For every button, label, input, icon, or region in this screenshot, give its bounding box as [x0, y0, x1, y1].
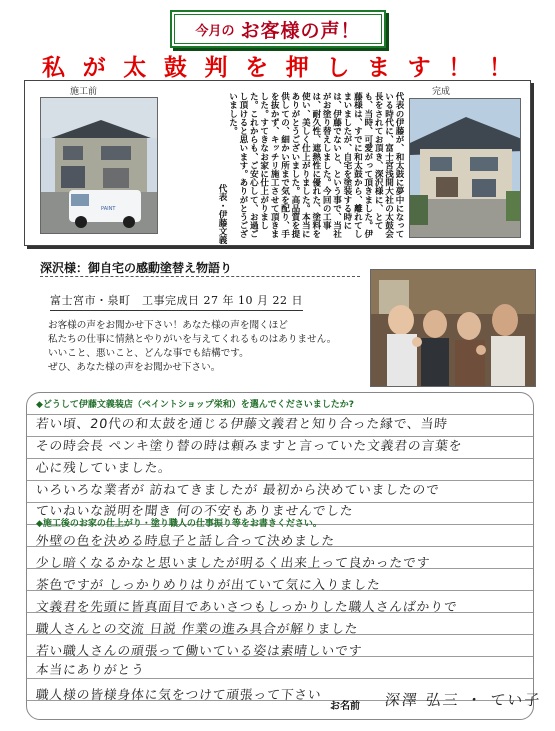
- headline-char: ！: [448, 54, 472, 81]
- headline: [42, 52, 512, 81]
- handwritten-line: 若い職人さんの頑張って働いている姿は素晴しいです: [35, 644, 363, 659]
- customer-signature: 深澤 弘三 ・ てい子: [384, 691, 543, 709]
- intro-text: [48, 319, 368, 375]
- letter-signature: 代表・伊藤文義: [217, 183, 228, 244]
- title-banner: [170, 10, 386, 48]
- after-caption: 完成: [432, 87, 451, 97]
- letter-body: [164, 92, 404, 244]
- name-label: お名前: [330, 701, 360, 712]
- handwritten-line: 外壁の色を決める時息子と話し合って決めました: [35, 534, 336, 549]
- intro-line: お客様の声をお聞かせ下さい！あなた様の声を聞くほど: [48, 320, 288, 331]
- headline-char: ま: [367, 54, 390, 81]
- handwritten-line: 本当にありがとう: [35, 663, 146, 678]
- handwritten-line: 少し暗くなるかなと思いましたが明るく出来上って良かったです: [35, 556, 431, 571]
- intro-line: いいこと、悪いこと、どんな事でも結構です。: [48, 348, 249, 359]
- headline-char: す: [407, 54, 431, 81]
- divider: [40, 276, 360, 277]
- headline-char: 判: [204, 54, 228, 81]
- banner-prefix: 今月の: [195, 23, 235, 39]
- handwritten-line: 若い頃、20代の和太鼓を通じる伊藤文義君と知り合った縁で、当時: [35, 417, 449, 432]
- headline-char: 太: [123, 54, 147, 81]
- question-why-chose: ◆どうして伊藤文義装店（ペイントショップ栄和）を選んでくださいましたか?: [36, 400, 354, 410]
- story-title: 深沢様：御自宅の感動塗替え物語り: [40, 261, 233, 275]
- handwritten-line: 職人さんとの交流 日説 作業の進み具合が解りました: [35, 622, 360, 637]
- location-date: 富士宮市・泉町 工事完成日 27 年 10 月 22 日: [50, 292, 303, 311]
- handwritten-line: 心に残していました。: [35, 461, 173, 476]
- question-finish: ◆施工後のお家の仕上がり・塗り職人の仕事振り等をお書きください。: [36, 519, 322, 529]
- before-caption: 施工前: [70, 87, 98, 97]
- letter-text: 代表の伊藤が、和太鼓に夢中になっている時代に、富士宮浅間大社の太鼓会長をされてお頂き、深沢様に、とても、当時、可愛がって頂きました。伊藤様は、すでに和太鼓から、離れてしまいましたが、自宅を塗装する時には、伊藤でないと、という事で、当社がお塗り替えしました。今回の工事は、耐久性、遮熱性に優れた、塗料を使い、美しく仕上がりました。本当にありがとうございました。高品質を提供しての、細かい所まで気を配り、手を抜かず、キッチリ施工させて頂きました。すてきなお家に仕上がりました。これからも、ご安心して、お過ごし頂けると思います。ありがとうございました。: [227, 92, 404, 239]
- customer-photo: [370, 269, 536, 387]
- svg-text:PAINT: PAINT: [101, 206, 116, 212]
- headline-char: 私: [42, 54, 65, 81]
- headline-char: し: [326, 54, 350, 81]
- handwritten-line: 文義君を先頭に皆真面目であいさつもしっかりした職人さんばかりで: [35, 600, 459, 615]
- headline-char: が: [82, 54, 106, 81]
- after-photo: [409, 98, 521, 238]
- intro-line: ぜひ、あなた様の声をお聞かせ下さい。: [48, 362, 221, 373]
- handwritten-line: 茶色ですが しっかりめりはりが出ていて気に入りました: [35, 578, 382, 593]
- before-photo: [40, 97, 158, 234]
- headline-char: 鼓: [163, 54, 187, 81]
- intro-line: 私たちの仕事に情熱とやりがいを与えてくれるものはありません。: [48, 334, 337, 345]
- handwritten-line: ていねいな説明を聞き 何の不安もありませんでした: [35, 504, 355, 519]
- headline-char: 押: [285, 54, 309, 81]
- headline-char: を: [245, 54, 269, 81]
- handwritten-line: その時会長 ペンキ塗り替の時は頼みますと言っていた文義君の言葉を: [35, 439, 463, 454]
- headline-char: ！: [488, 54, 512, 81]
- handwritten-line: いろいろな業者が 訪ねてきましたが 最初から決めていましたので: [35, 483, 441, 498]
- handwritten-line: 職人様の皆様身体に気をつけて頑張って下さい: [35, 688, 323, 703]
- banner-title: お客様の声！: [240, 19, 361, 42]
